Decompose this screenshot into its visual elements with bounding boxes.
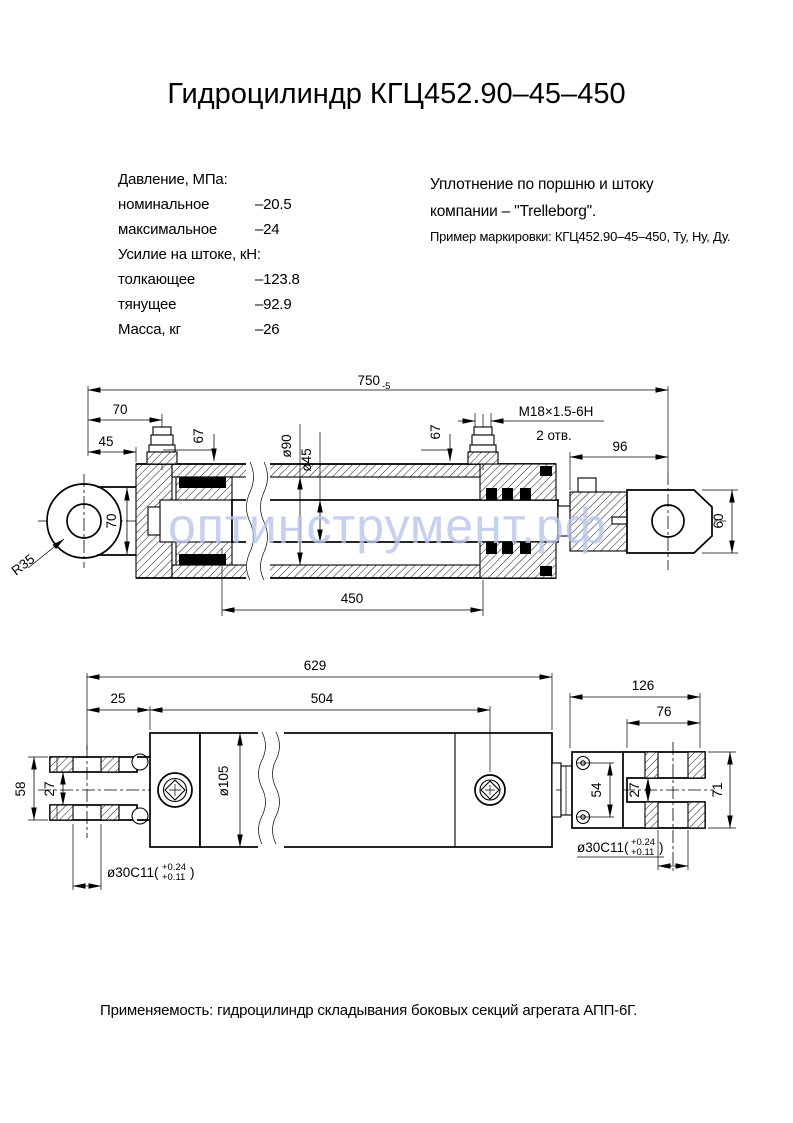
sealing-note-line2: компании – "Trelleborg". [430,203,597,220]
dim-58: 58 [13,781,28,797]
dim-27-side: 27 [627,782,642,798]
spec-label: Давление, МПа: [118,171,228,188]
dim-overall-tol: -5 [382,381,391,392]
spec-value: –92.9 [255,296,292,313]
section-view [9,373,738,616]
dim-629: 629 [303,658,327,673]
dim-r35: R35 [8,551,38,579]
dim-76: 76 [656,704,672,719]
page-title: Гидроцилиндр КГЦ452.90–45–450 [167,78,626,110]
watermark: оптинструмент.рф [168,498,607,554]
dim-27: 27 [42,781,57,797]
dim-fit-prefix: ø30C11( [107,865,159,880]
port-left-outline [158,773,192,807]
dim-25: 25 [110,691,126,706]
port-fitting-right [468,414,498,470]
sealing-note-line1: Уплотнение по поршню и штоку [430,176,654,193]
dim-dia105: ø105 [216,765,231,797]
marking-example: Пример маркировки: КГЦ452.90–45–450, Ту, Ну, Ду. [430,229,731,244]
dim-thread-holes: 2 отв. [536,428,572,443]
dim-fit-lower: +0.11 [162,872,186,883]
dim-45: 45 [98,434,114,449]
dim-fit-prefix-side: ø30C11( [577,840,629,855]
spec-label: номинальное [118,196,210,213]
dim-70-eye: 70 [104,513,119,529]
dim-dia90: ø90 [279,434,294,458]
dim-dia45: ø45 [299,448,314,472]
dim-60: 60 [711,513,726,529]
dim-fit-lower-side: +0.11 [631,847,655,858]
rod-fork [50,745,150,838]
dim-96: 96 [612,439,628,454]
dim-overall: 750 [357,373,380,388]
fork-side-view [556,678,736,874]
spec-value: –20.5 [255,196,292,213]
dim-70: 70 [112,402,128,417]
dim-504: 504 [310,691,334,706]
spec-label: Масса, кг [118,321,181,338]
port-right-outline [475,775,505,805]
dim-fit-upper-side: +0.24 [631,837,656,848]
outline-view [13,658,736,890]
dim-fit-suffix: ) [190,865,195,880]
spec-value: –26 [255,321,280,338]
spec-label: максимальное [118,221,218,238]
dim-67-left: 67 [191,428,206,444]
spec-label: тянущее [118,296,177,313]
break-lines-lower [258,731,284,849]
spec-value: –123.8 [255,271,300,288]
cylinder-outline [150,731,579,849]
dim-126: 126 [631,678,655,693]
dim-fit-suffix-side: ) [659,840,664,855]
dim-67-right: 67 [428,424,443,440]
applicability-note: Применяемость: гидроцилиндр складывания боковых секций агрегата АПП-6Г. [100,1002,638,1019]
dim-fit-upper: +0.24 [162,862,187,873]
spec-label: толкающее [118,271,196,288]
dim-71: 71 [710,782,725,798]
dim-450: 450 [340,591,364,606]
dim-54: 54 [589,782,604,798]
spec-label: Усилие на штоке, кН: [118,246,261,263]
dim-thread: M18×1.5-6H [518,404,594,419]
port-fitting-left [147,414,177,470]
spec-value: –24 [255,221,280,238]
